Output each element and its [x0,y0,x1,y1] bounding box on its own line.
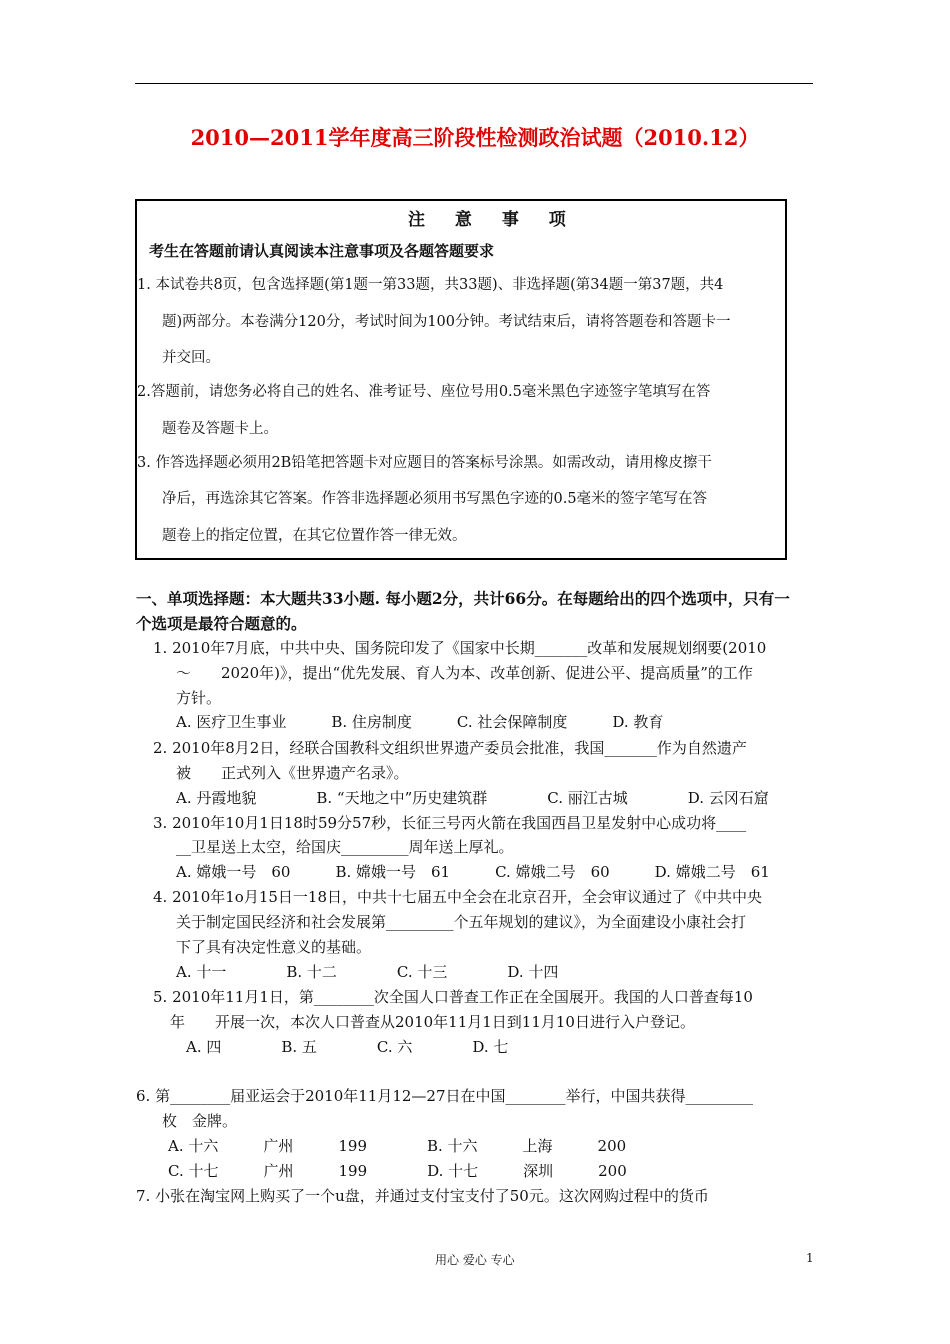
question-line: 2. 2010年8月2日，经联合国教科文组织世界遗产委员会批准，我国_______作为自然遗产 [153,739,747,757]
section-title: 个选项是最符合题意的。 [136,614,307,633]
question-line: 被 正式列入《世界遗产名录》。 [176,764,409,782]
notice-line: 净后，再选涂其它答案。作答非选择题必须用书写黑色字迹的0.5毫米的签字笔写在答 [162,491,708,507]
footer-motto: 用心 爱心 专心 [435,1253,515,1267]
section-title: 一、单项选择题：本大题共33小题. 每小题2分，共计66分。在每题给出的四个选项中，只有一 [136,589,790,608]
question-line: 方针。 [176,689,222,707]
notice-line: 题)两部分。本卷满分120分，考试时间为100分钟。考试结束后，请将答题卷和答题卡一 [162,314,731,330]
question-options: C. 十七 广州 199 D. 十七 深圳 200 [168,1162,627,1180]
notice-line: 1. 本试卷共8页，包含选择题(第1题一第33题，共33题)、非选择题(第34题一第37题，共4 [137,277,724,293]
header-rule [135,83,813,84]
notice-line: 题卷上的指定位置，在其它位置作答一律无效。 [162,528,467,544]
question-line: __卫星送上太空，给国庆_________周年送上厚礼。 [176,838,514,856]
question-options: A. 十六 广州 199 B. 十六 上海 200 [168,1137,627,1155]
question-options: A. 丹霞地貌 B. “天地之中”历史建筑群 C. 丽江古城 D. 云冈石窟 [176,789,769,807]
question-line: 5. 2010年11月1日，第________次全国人口普查工作正在全国展开。我国的人口普查每10 [153,988,753,1006]
question-line: 年 开展一次，本次人口普查从2010年11月1日到11月10日进行入户登记。 [170,1013,695,1031]
notice-line: 题卷及答题卡上。 [162,421,278,437]
question-options: A. 四 B. 五 C. 六 D. 七 [186,1038,509,1056]
question-line: 1. 2010年7月底，中共中央、国务院印发了《国家中长期_______改革和发展规划纲要(2010 [153,639,767,657]
question-line: 关于制定国民经济和社会发展第_________个五年规划的建议》，为全面建设小康社会打 [176,913,747,931]
question-line: 下了具有决定性意义的基础。 [176,938,372,956]
notice-line: 2.答题前，请您务必将自己的姓名、准考证号、座位号用0.5毫米黑色字迹签字笔填写在答 [137,384,711,400]
question-options: A. 医疗卫生事业 B. 住房制度 C. 社会保障制度 D. 教育 [176,713,664,731]
page-number: 1 [806,1251,814,1265]
question-options: A. 嫦娥一号 60 B. 嫦娥一号 61 C. 嫦娥二号 60 D. 嫦娥二号 61 [176,863,770,881]
notice-line: 3. 作答选择题必须用2B铅笔把答题卡对应题目的答案标号涂黑。如需改动，请用橡皮擦干 [137,455,712,471]
question-options: A. 十一 B. 十二 C. 十三 D. 十四 [176,963,559,981]
question-line: 6. 第________届亚运会于2010年11月12—27日在中国________举行，中国共获得_________ [136,1087,754,1105]
question-line: 3. 2010年10月1日18时59分57秒，长征三号丙火箭在我国西昌卫星发射中心成功将____ [153,814,747,832]
question-line: 7. 小张在淘宝网上购买了一个u盘，并通过支付宝支付了50元。这次网购过程中的货币 [136,1187,709,1205]
page-title: 2010—2011学年度高三阶段性检测政治试题（2010.12） [190,125,760,150]
question-line: 枚 金牌。 [162,1112,238,1130]
notice-line: 并交回。 [162,350,220,366]
question-line: ～ 2020年)》，提出“优先发展、育人为本、改革创新、促进公平、提高质量”的工作 [176,664,753,682]
question-line: 4. 2010年1o月15日一18日，中共十七届五中全会在北京召开，全会审议通过了《中共中央 [153,888,763,906]
notice-heading: 注 意 事 项 [408,210,578,230]
notice-subheading: 考生在答题前请认真阅读本注意事项及各题答题要求 [149,242,495,260]
